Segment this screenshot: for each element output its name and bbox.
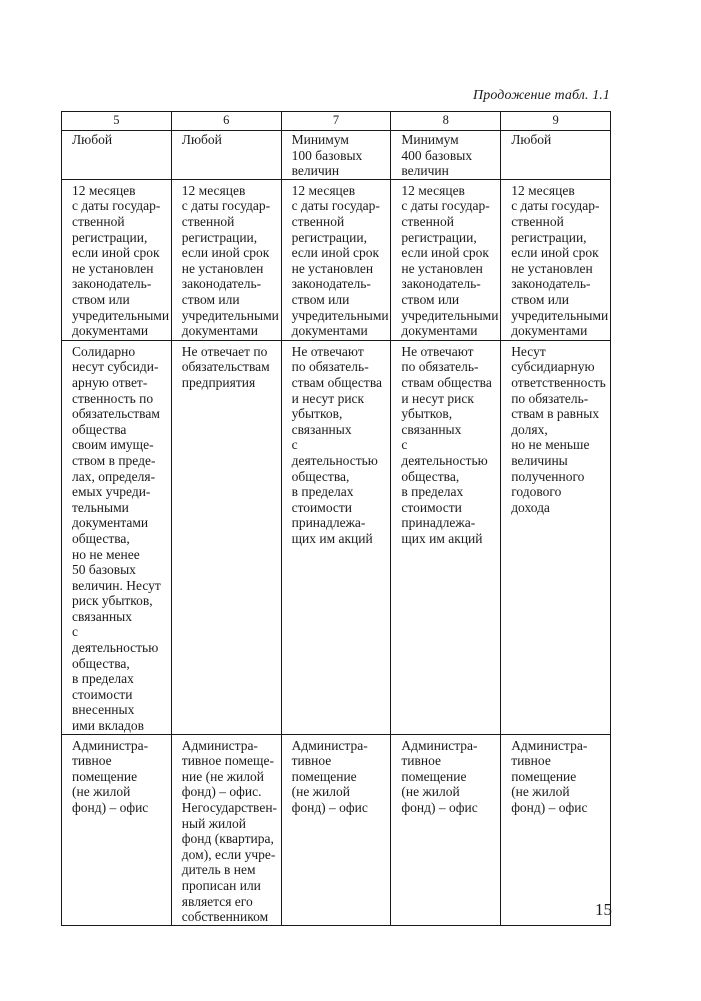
table-cell: Любой <box>171 131 281 180</box>
table-cell: Любой <box>62 131 172 180</box>
table-cell: Администра- тивное помещение (не жилой фонд) – офис <box>281 734 391 925</box>
table-cell: 12 месяцев с даты государ- ственной регистрации, если иной срок не установлен законодатель- ством или учредительными документами <box>281 179 391 340</box>
table-cell: Не отвечают по обязатель- ствам общества и несут риск убытков, связанных с деятельностью общества, в пределах стоимости принадлежа- щих им акций <box>391 340 501 734</box>
table-row-payment-term <box>62 179 611 340</box>
column-header: 7 <box>281 112 391 131</box>
column-header: 8 <box>391 112 501 131</box>
table-cell: Любой <box>501 131 611 180</box>
table-row-minimum-capital <box>62 131 611 180</box>
table-row-liability <box>62 340 611 734</box>
header-row <box>62 112 611 131</box>
table-cell: 12 месяцев с даты государ- ственной регистрации, если иной срок не установлен законодатель- ством или учредительными документами <box>62 179 172 340</box>
table-cell: Не отвечают по обязатель- ствам общества и несут риск убытков, связанных с деятельностью общества, в пределах стоимости принадлежа- щих им акций <box>281 340 391 734</box>
table-row-legal-address <box>62 734 611 925</box>
table-cell: Администра- тивное помещение (не жилой фонд) – офис <box>62 734 172 925</box>
data-table <box>61 111 611 926</box>
table-caption: Продожение табл. 1.1 <box>473 88 610 103</box>
table-cell: Не отвечает по обязательствам предприятия <box>171 340 281 734</box>
column-header: 5 <box>62 112 172 131</box>
table-cell: Администра- тивное помеще- ние (не жилой фонд) – офис. Негосударствен- ный жилой фонд (квартира, дом), если учре- дитель в нем прописан или является его собственником <box>171 734 281 925</box>
table-cell: Несут субсидиарную ответственность по обязатель- ствам в равных долях, но не меньше величины полученного годового дохода <box>501 340 611 734</box>
table-cell: Минимум 400 базовых величин <box>391 131 501 180</box>
page-number: 15 <box>595 900 612 919</box>
table-cell: 12 месяцев с даты государ- ственной регистрации, если иной срок не установлен законодатель- ством или учредительными документами <box>391 179 501 340</box>
column-header: 9 <box>501 112 611 131</box>
column-header: 6 <box>171 112 281 131</box>
table-cell: 12 месяцев с даты государ- ственной регистрации, если иной срок не установлен законодатель- ством или учредительными документами <box>501 179 611 340</box>
table-cell: Солидарно несут субсиди- арную ответ- ственность по обязательствам общества своим имуще- ством в преде- лах, определя- емых учреди- тельными документами общества, но не менее 50 базовых величин. Несут риск убытков, связанных с деятельностью общества, в пределах стоимости внесенных ими вкладов <box>62 340 172 734</box>
table-cell: 12 месяцев с даты государ- ственной регистрации, если иной срок не установлен законодатель- ством или учредительными документами <box>171 179 281 340</box>
table-cell: Минимум 100 базовых величин <box>281 131 391 180</box>
table-cell: Администра- тивное помещение (не жилой фонд) – офис <box>391 734 501 925</box>
table-cell: Администра- тивное помещение (не жилой фонд) – офис <box>501 734 611 925</box>
